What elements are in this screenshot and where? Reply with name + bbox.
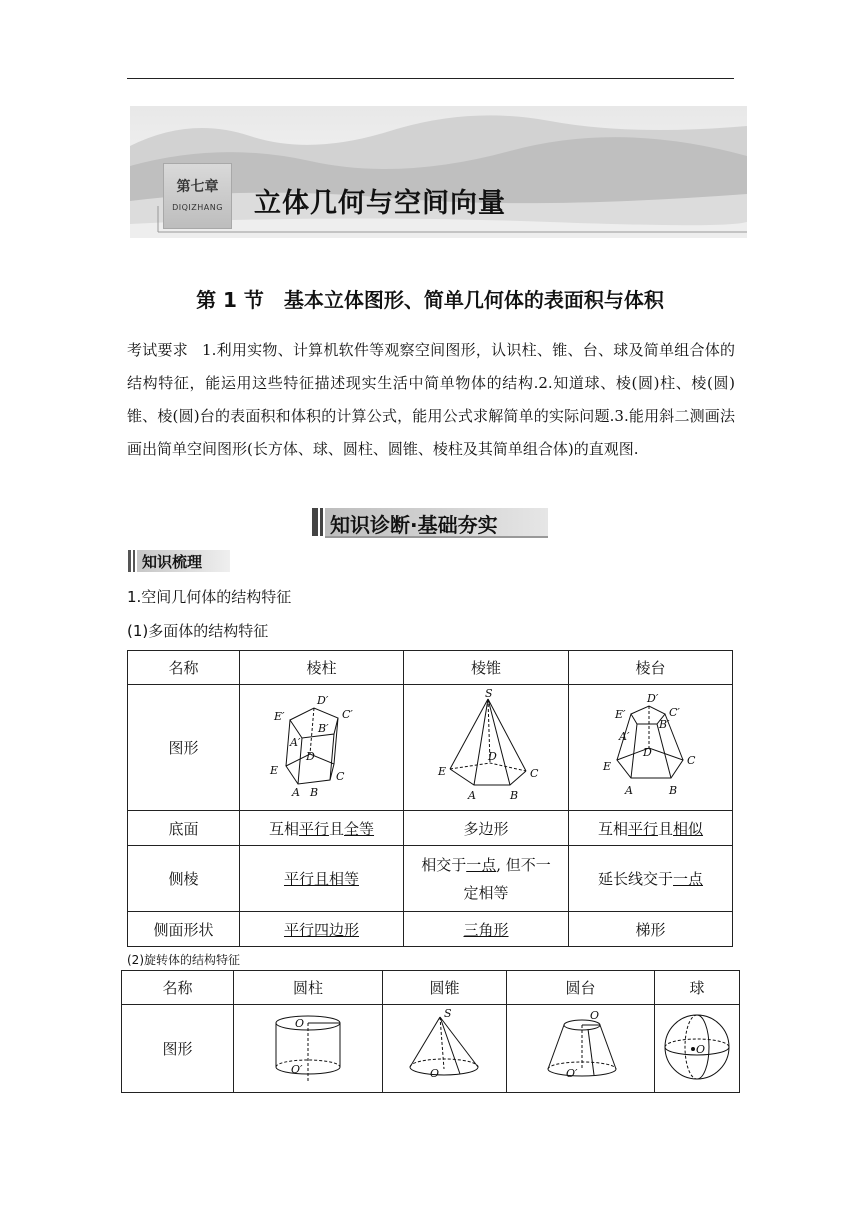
- label-C: C: [686, 753, 695, 767]
- cell-pyramid-face: 三角形: [404, 912, 569, 947]
- table-header: 棱锥: [404, 651, 569, 685]
- table-header: 名称: [128, 651, 240, 685]
- chapter-label: 第七章: [176, 179, 219, 195]
- table-header: 棱台: [569, 651, 733, 685]
- cylinder-figure: [234, 1005, 383, 1093]
- label-E: E: [269, 763, 278, 777]
- heading-revolution: (2)旋转体的结构特征: [127, 953, 240, 967]
- heading-polyhedron: (1)多面体的结构特征: [127, 622, 269, 640]
- label-E-prime: E′: [273, 709, 285, 723]
- requirements-label: 考试要求: [127, 341, 189, 359]
- cylinder-diagram: [263, 1007, 353, 1087]
- label-D: D: [305, 749, 315, 763]
- top-rule: [127, 78, 734, 79]
- frustum-diagram: [591, 690, 711, 802]
- label-O: O: [589, 1008, 599, 1022]
- table-header: 名称: [122, 971, 234, 1005]
- row-label: 底面: [128, 811, 240, 846]
- pyramid-diagram: [426, 687, 546, 805]
- chapter-pinyin: DIQIZHANG: [172, 203, 223, 212]
- label-B-prime: B′: [658, 717, 670, 731]
- cell-frustum-edge: 延长线交于一点: [569, 846, 733, 912]
- label-C: C: [530, 766, 539, 780]
- label-B: B: [510, 788, 519, 802]
- chapter-title: 立体几何与空间向量: [254, 188, 506, 219]
- heading-structure: 1.空间几何体的结构特征: [127, 588, 292, 606]
- cell-prism-base: 互相平行且全等: [240, 811, 404, 846]
- label-S: S: [443, 1006, 452, 1020]
- revolution-table: [121, 970, 740, 1093]
- label-S: S: [485, 686, 493, 700]
- chapter-tag: [163, 163, 232, 229]
- table-row: [122, 1005, 740, 1093]
- polyhedron-table: [127, 650, 733, 947]
- sphere-diagram: [657, 1007, 737, 1087]
- label-O: O: [295, 1016, 305, 1030]
- table-row: [128, 846, 733, 912]
- label-O-prime: O′: [565, 1066, 578, 1080]
- label-B: B: [668, 783, 677, 797]
- table-header: 球: [655, 971, 740, 1005]
- pyramid-figure: [404, 685, 569, 811]
- table-row: [128, 685, 733, 811]
- label-A-prime: A′: [289, 735, 300, 749]
- cell-frustum-face: 梯形: [569, 912, 733, 947]
- banner-knowledge-outline: [128, 550, 230, 572]
- label-C: C: [335, 769, 344, 783]
- cone-diagram: [400, 1007, 490, 1087]
- row-label: 侧面形状: [128, 912, 240, 947]
- cell-prism-face: 平行四边形: [240, 912, 404, 947]
- row-label: 图形: [122, 1005, 234, 1093]
- banner-main-text: 知识诊断·基础夯实: [330, 513, 498, 537]
- label-C-prime: C′: [341, 707, 353, 721]
- table-header: 棱柱: [240, 651, 404, 685]
- cone-figure: [383, 1005, 507, 1093]
- exam-requirements: [127, 334, 735, 466]
- sphere-figure: [655, 1005, 740, 1093]
- label-D: D: [642, 745, 652, 759]
- table-header: 圆台: [507, 971, 655, 1005]
- label-D-prime: D′: [316, 693, 328, 707]
- banner-knowledge-diagnosis: [312, 508, 548, 536]
- table-header: 圆锥: [383, 971, 507, 1005]
- row-label: 侧棱: [128, 846, 240, 912]
- label-O: O: [696, 1042, 706, 1056]
- label-E-prime: E′: [614, 707, 626, 721]
- label-A-prime: A′: [618, 729, 629, 743]
- row-label: 图形: [128, 685, 240, 811]
- table-row: [122, 971, 740, 1005]
- label-A: A: [291, 785, 300, 799]
- truncated-cone-figure: [507, 1005, 655, 1093]
- label-C-prime: C′: [668, 705, 680, 719]
- banner-sub-text: 知识梳理: [142, 553, 203, 571]
- frustum-figure: [569, 685, 733, 811]
- label-A: A: [468, 788, 476, 802]
- label-O: O: [429, 1066, 439, 1080]
- table-row: [128, 651, 733, 685]
- prism-diagram: [262, 690, 382, 802]
- label-E: E: [602, 759, 611, 773]
- truncated-cone-diagram: [536, 1007, 626, 1087]
- prism-figure: [240, 685, 404, 811]
- table-row: [128, 912, 733, 947]
- label-B-prime: B′: [317, 721, 329, 735]
- label-D-prime: D′: [646, 691, 658, 705]
- label-B: B: [309, 785, 318, 799]
- label-A: A: [624, 783, 633, 797]
- requirements-text: 1.利用实物、计算机软件等观察空间图形，认识柱、锥、台、球及简单组合体的结构特征，能运用这些特征描述现实生活中简单物体的结构.2.知道球、棱(圆)柱、棱(圆)锥、棱(圆)台的表面积和体积的计算公式，能用公式求解简单的实际问题.3.能用斜二测画法画出简单空间图形(长方体、球、圆柱、圆锥、棱柱及其简单组合体)的直观图.: [127, 341, 735, 458]
- label-D: D: [488, 749, 497, 763]
- cell-pyramid-base: 多边形: [404, 811, 569, 846]
- cell-frustum-base: 互相平行且相似: [569, 811, 733, 846]
- cell-prism-edge: 平行且相等: [240, 846, 404, 912]
- cell-pyramid-edge: 相交于一点, 但不一 定相等: [404, 846, 569, 912]
- table-header: 圆柱: [234, 971, 383, 1005]
- table-row: [128, 811, 733, 846]
- label-E: E: [438, 764, 447, 778]
- section-title: 第 1 节 基本立体图形、简单几何体的表面积与体积: [196, 288, 664, 312]
- label-O-prime: O′: [291, 1062, 303, 1076]
